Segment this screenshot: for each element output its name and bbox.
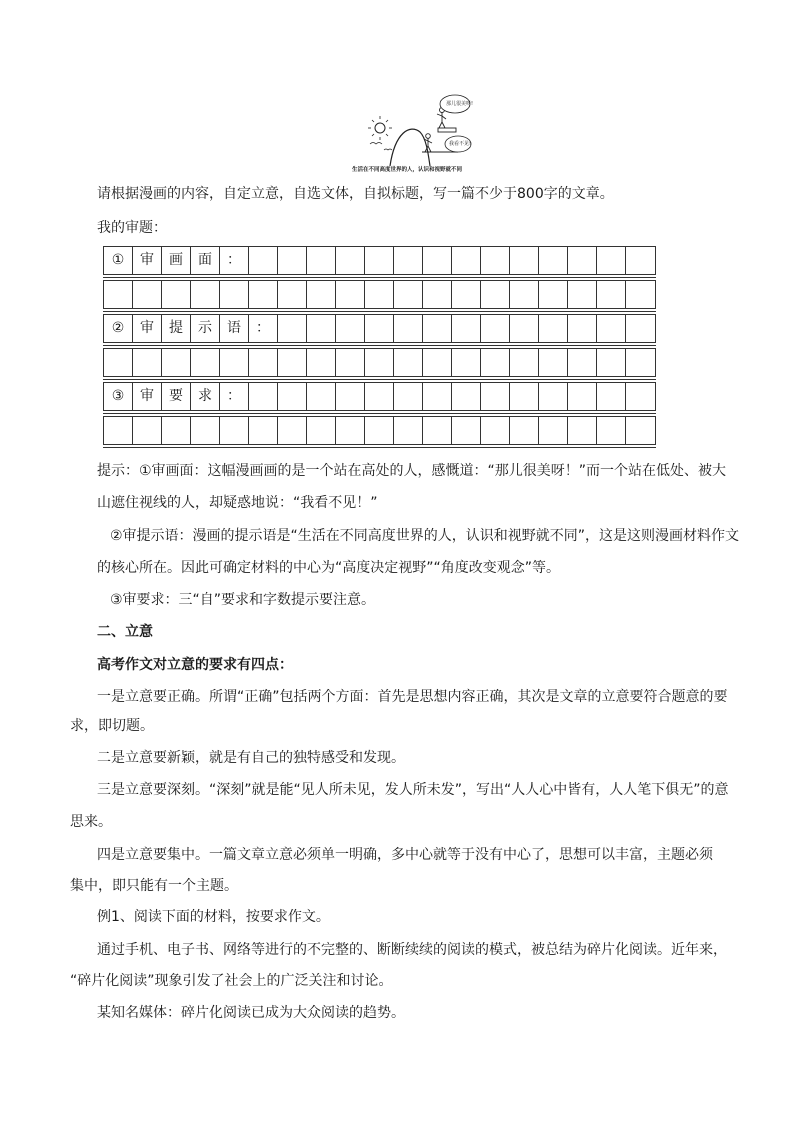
intro-paragraph: 请根据漫画的内容，自定立意，自选文体，自拟标题，写一篇不少于800字的文章。 (97, 186, 614, 202)
grid-cell (423, 281, 452, 308)
hint-3: ③审要求：三“自”要求和字数提示要注意。 (110, 592, 376, 608)
grid-divider (103, 311, 656, 312)
grid-cell: ② (104, 315, 133, 342)
bird-icon (370, 143, 382, 145)
grid-cell (133, 417, 162, 444)
grid-cell (365, 417, 394, 444)
grid-cell (481, 281, 510, 308)
grid-cell (365, 383, 394, 410)
grid-cell: 提 (162, 315, 191, 342)
grid-cell (452, 247, 481, 274)
section-subtitle: 高考作文对立意的要求有四点： (97, 657, 293, 673)
grid-divider (103, 277, 656, 278)
grid-cell (423, 417, 452, 444)
grid-cell (394, 281, 423, 308)
grid-row-5 (103, 382, 656, 411)
grid-cell: 求 (191, 383, 220, 410)
example-line-1: 通过手机、电子书、网络等进行的不完整的、断断续续的阅读的模式，被总结为碎片化阅读。近年来， (97, 942, 727, 958)
grid-cell (597, 383, 626, 410)
grid-row-2 (103, 280, 656, 309)
grid-cell (597, 247, 626, 274)
point-3-line-1: 三是立意要深刻。“深刻”就是能“见人所未见，发人所未发”，写出“人人心中皆有，人人笔下俱无”的意 (97, 782, 729, 798)
grid-cell (481, 315, 510, 342)
point-2: 二是立意要新颖，就是有自己的独特感受和发现。 (97, 750, 405, 766)
grid-row-3 (103, 314, 656, 343)
grid-cell (336, 417, 365, 444)
writing-grid (103, 246, 656, 451)
grid-cell (626, 315, 659, 342)
grid-cell (307, 315, 336, 342)
comic-illustration (340, 92, 474, 176)
example-title: 例1、阅读下面的材料，按要求作文。 (97, 909, 330, 925)
grid-divider (103, 379, 656, 380)
grid-cell (597, 349, 626, 376)
grid-cell (626, 349, 659, 376)
grid-cell (452, 417, 481, 444)
grid-cell (510, 383, 539, 410)
grid-cell: ： (220, 383, 249, 410)
grid-cell (394, 315, 423, 342)
grid-cell (539, 281, 568, 308)
grid-row-4 (103, 348, 656, 377)
grid-cell (394, 417, 423, 444)
grid-cell: 审 (133, 315, 162, 342)
grid-cell (220, 281, 249, 308)
grid-cell (307, 247, 336, 274)
grid-cell: 审 (133, 247, 162, 274)
grid-cell: 面 (191, 247, 220, 274)
platform (438, 128, 456, 132)
grid-cell (626, 417, 659, 444)
grid-cell (133, 281, 162, 308)
grid-cell (336, 315, 365, 342)
comic-caption: 生活在不同高度世界的人，认识和视野就不同 (351, 167, 462, 173)
grid-cell (626, 281, 659, 308)
grid-cell (249, 383, 278, 410)
grid-cell (162, 349, 191, 376)
grid-cell: 示 (191, 315, 220, 342)
my-topic-label: 我的审题： (97, 220, 167, 236)
grid-divider (103, 447, 656, 448)
grid-cell (249, 247, 278, 274)
hint-1-line-2: 山遮住视线的人，却疑惑地说：“我看不见！” (97, 495, 378, 511)
grid-cell (452, 315, 481, 342)
grid-cell (481, 383, 510, 410)
grid-cell: ③ (104, 383, 133, 410)
grid-cell (423, 349, 452, 376)
bird-icon (384, 149, 392, 150)
grid-cell (510, 281, 539, 308)
grid-cell (336, 383, 365, 410)
grid-cell (539, 417, 568, 444)
grid-cell (568, 349, 597, 376)
grid-cell: 要 (162, 383, 191, 410)
grid-cell (568, 383, 597, 410)
grid-cell (568, 417, 597, 444)
grid-cell (452, 281, 481, 308)
grid-cell (249, 349, 278, 376)
grid-cell (510, 247, 539, 274)
grid-cell (133, 349, 162, 376)
grid-cell (162, 281, 191, 308)
grid-cell (104, 417, 133, 444)
hint-2-line-1: ②审提示语：漫画的提示语是“生活在不同高度世界的人，认识和视野就不同”，这是这则漫画材料作文 (110, 528, 740, 544)
point-4-line-2: 集中，即只能有一个主题。 (70, 878, 238, 894)
point-3-line-2: 思来。 (70, 814, 112, 830)
grid-cell (191, 281, 220, 308)
grid-cell (481, 417, 510, 444)
point-4-line-1: 四是立意要集中。一篇文章立意必须单一明确，多中心就等于没有中心了，思想可以丰富，主题必须 (97, 847, 713, 863)
grid-cell (278, 383, 307, 410)
grid-cell (191, 349, 220, 376)
grid-cell (104, 349, 133, 376)
grid-cell (510, 417, 539, 444)
grid-cell: ① (104, 247, 133, 274)
grid-cell (307, 349, 336, 376)
grid-cell (452, 383, 481, 410)
grid-cell (307, 417, 336, 444)
grid-cell (336, 281, 365, 308)
bubble-bottom-text: 我看不见! (449, 141, 472, 147)
grid-row-1 (103, 246, 656, 275)
grid-cell (597, 315, 626, 342)
grid-cell: 语 (220, 315, 249, 342)
grid-cell: 审 (133, 383, 162, 410)
grid-cell (539, 315, 568, 342)
grid-cell (394, 247, 423, 274)
grid-cell (510, 315, 539, 342)
hint-2-line-2: 的核心所在。因此可确定材料的中心为“高度决定视野”“角度改变观念”等。 (97, 560, 561, 576)
grid-cell (568, 247, 597, 274)
grid-cell (162, 417, 191, 444)
grid-cell (597, 417, 626, 444)
grid-cell (423, 315, 452, 342)
grid-cell (365, 281, 394, 308)
grid-row-6 (103, 416, 656, 445)
grid-cell (220, 349, 249, 376)
grid-cell (423, 247, 452, 274)
grid-cell (568, 281, 597, 308)
grid-cell (510, 349, 539, 376)
grid-cell (394, 349, 423, 376)
grid-cell (104, 281, 133, 308)
bubble-top-text: 那儿很美呀! (446, 101, 474, 107)
mountain (390, 129, 430, 166)
grid-cell (365, 315, 394, 342)
grid-cell (278, 349, 307, 376)
grid-cell (336, 349, 365, 376)
grid-cell (481, 349, 510, 376)
grid-cell (220, 417, 249, 444)
grid-cell (191, 417, 220, 444)
grid-cell (597, 281, 626, 308)
point-1-line-1: 一是立意要正确。所谓“正确”包括两个方面：首先是思想内容正确，其次是文章的立意要符合题意的要 (97, 689, 728, 705)
grid-cell (626, 247, 659, 274)
section-title: 二、立意 (97, 624, 153, 640)
grid-cell (394, 383, 423, 410)
grid-cell (336, 247, 365, 274)
grid-cell: ： (249, 315, 278, 342)
grid-cell: 画 (162, 247, 191, 274)
grid-cell (481, 247, 510, 274)
sun-icon (375, 123, 385, 133)
grid-cell (278, 247, 307, 274)
grid-cell (539, 383, 568, 410)
grid-cell (568, 315, 597, 342)
grid-cell (278, 281, 307, 308)
grid-divider (103, 413, 656, 414)
grid-cell (249, 281, 278, 308)
grid-cell (452, 349, 481, 376)
grid-cell (539, 247, 568, 274)
example-line-2: “碎片化阅读”现象引发了社会上的广泛关注和讨论。 (70, 973, 393, 989)
point-1-line-2: 求，即切题。 (70, 718, 154, 734)
grid-cell (307, 383, 336, 410)
grid-cell (278, 417, 307, 444)
grid-cell (423, 383, 452, 410)
example-line-3: 某知名媒体：碎片化阅读已成为大众阅读的趋势。 (97, 1005, 405, 1021)
grid-cell (365, 349, 394, 376)
grid-cell (278, 315, 307, 342)
grid-divider (103, 345, 656, 346)
grid-cell (539, 349, 568, 376)
grid-cell (365, 247, 394, 274)
grid-cell (249, 417, 278, 444)
hint-1-line-1: 提示：①审画面：这幅漫画画的是一个站在高处的人，感慨道：“那儿很美呀！”而一个站在低处、被大 (97, 463, 727, 479)
grid-cell (626, 383, 659, 410)
sun-rays (368, 116, 392, 140)
grid-cell (307, 281, 336, 308)
grid-cell: ： (220, 247, 249, 274)
